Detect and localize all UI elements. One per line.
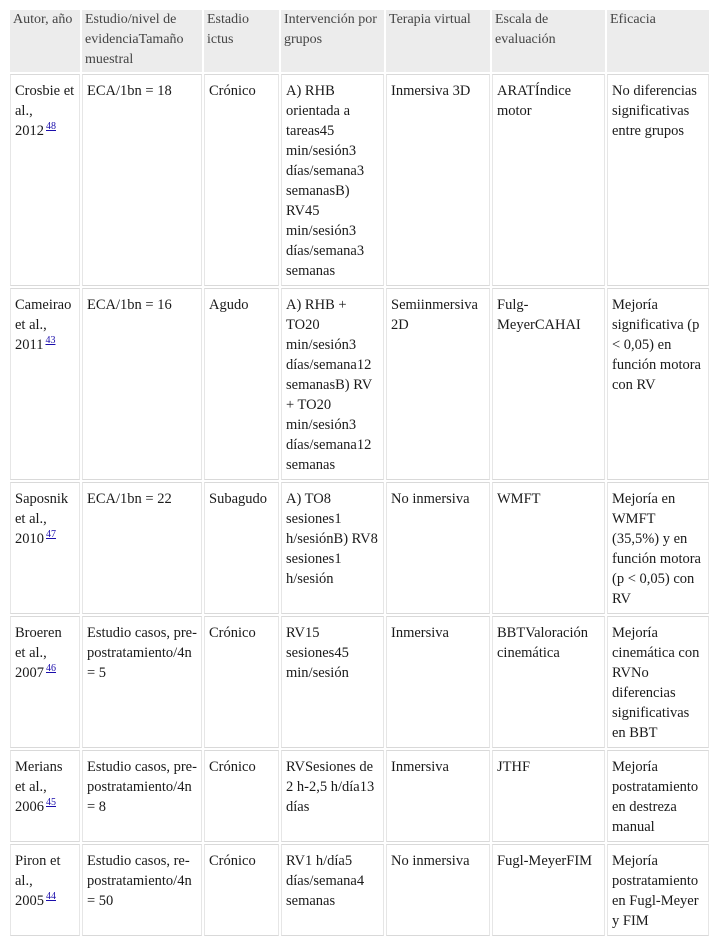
cell-therapy: No inmersiva (386, 482, 490, 614)
table-row (10, 288, 709, 480)
cell-scale: Fugl-MeyerFIM (492, 844, 605, 936)
cell-scale: Fulg-MeyerCAHAI (492, 288, 605, 480)
cell-therapy: Inmersiva (386, 616, 490, 748)
table-row (10, 482, 709, 614)
table-row (10, 750, 709, 842)
cell-stage: Crónico (204, 616, 279, 748)
cell-author (10, 482, 80, 614)
header-scale: Escala de evaluación (492, 10, 605, 72)
cell-scale: ARATÍndice motor (492, 74, 605, 286)
cell-author (10, 616, 80, 748)
header-therapy: Terapia virtual (386, 10, 490, 72)
cell-scale: JTHF (492, 750, 605, 842)
studies-table (8, 8, 711, 938)
author-text: Saposnik et al., 2010 (15, 491, 69, 547)
cell-efficacy: Mejoría significativa (p < 0,05) en función motora con RV (607, 288, 709, 480)
cell-study: ECA/1bn = 16 (82, 288, 202, 480)
cell-intervention: A) TO8 sesiones1 h/sesiónB) RV8 sesiones1 h/sesión (281, 482, 384, 614)
header-efficacy: Eficacia (607, 10, 709, 72)
cell-intervention: A) RHB orientada a tareas45 min/sesión3 días/semana3 semanasB) RV45 min/sesión3 días/semana3 semanas (281, 74, 384, 286)
author-text: Piron et al., 2005 (15, 853, 61, 909)
reference-link[interactable]: 48 (46, 121, 56, 133)
cell-stage: Subagudo (204, 482, 279, 614)
author-text: Crosbie et al., 2012 (15, 83, 75, 139)
header-stage: Estadio ictus (204, 10, 279, 72)
cell-stage: Agudo (204, 288, 279, 480)
reference-link[interactable]: 43 (45, 335, 56, 347)
header-intervention: Intervención por grupos (281, 10, 384, 72)
cell-therapy: Inmersiva (386, 750, 490, 842)
table-row (10, 616, 709, 748)
cell-author (10, 750, 80, 842)
header-study: Estudio/nivel de evidenciaTamaño muestral (82, 10, 202, 72)
cell-therapy: Semiinmersiva 2D (386, 288, 490, 480)
cell-efficacy: No diferencias significativas entre grupos (607, 74, 709, 286)
cell-study: ECA/1bn = 22 (82, 482, 202, 614)
cell-author (10, 844, 80, 936)
cell-intervention: RV15 sesiones45 min/sesión (281, 616, 384, 748)
reference-link[interactable]: 45 (46, 797, 56, 809)
cell-author (10, 74, 80, 286)
table-row (10, 74, 709, 286)
reference-link[interactable]: 44 (46, 891, 56, 903)
cell-stage: Crónico (204, 750, 279, 842)
cell-therapy: No inmersiva (386, 844, 490, 936)
cell-efficacy: Mejoría postratamiento en destreza manual (607, 750, 709, 842)
reference-link[interactable]: 46 (46, 663, 56, 675)
table-row (10, 844, 709, 936)
cell-therapy: Inmersiva 3D (386, 74, 490, 286)
cell-study: Estudio casos, pre-postratamiento/4n = 5 (82, 616, 202, 748)
cell-stage: Crónico (204, 74, 279, 286)
cell-intervention: A) RHB + TO20 min/sesión3 días/semana12 semanasB) RV + TO20 min/sesión3 días/semana12 semanas (281, 288, 384, 480)
cell-scale: BBTValoración cinemática (492, 616, 605, 748)
cell-efficacy: Mejoría postratamiento en Fugl-Meyer y FIM (607, 844, 709, 936)
cell-intervention: RV1 h/día5 días/semana4 semanas (281, 844, 384, 936)
cell-efficacy: Mejoría en WMFT (35,5%) y en función motora (p < 0,05) con RV (607, 482, 709, 614)
header-row (10, 10, 709, 72)
author-text: Cameirao et al., 2011 (15, 297, 72, 353)
author-text: Broeren et al., 2007 (15, 625, 62, 681)
cell-intervention: RVSesiones de 2 h-2,5 h/día13 días (281, 750, 384, 842)
cell-scale: WMFT (492, 482, 605, 614)
author-text: Merians et al., 2006 (15, 759, 63, 815)
cell-study: Estudio casos, pre-postratamiento/4n = 8 (82, 750, 202, 842)
reference-link[interactable]: 47 (46, 529, 56, 541)
cell-stage: Crónico (204, 844, 279, 936)
cell-author (10, 288, 80, 480)
cell-study: Estudio casos, re-postratamiento/4n = 50 (82, 844, 202, 936)
header-author: Autor, año (10, 10, 80, 72)
cell-study: ECA/1bn = 18 (82, 74, 202, 286)
cell-efficacy: Mejoría cinemática con RVNo diferencias significativas en BBT (607, 616, 709, 748)
